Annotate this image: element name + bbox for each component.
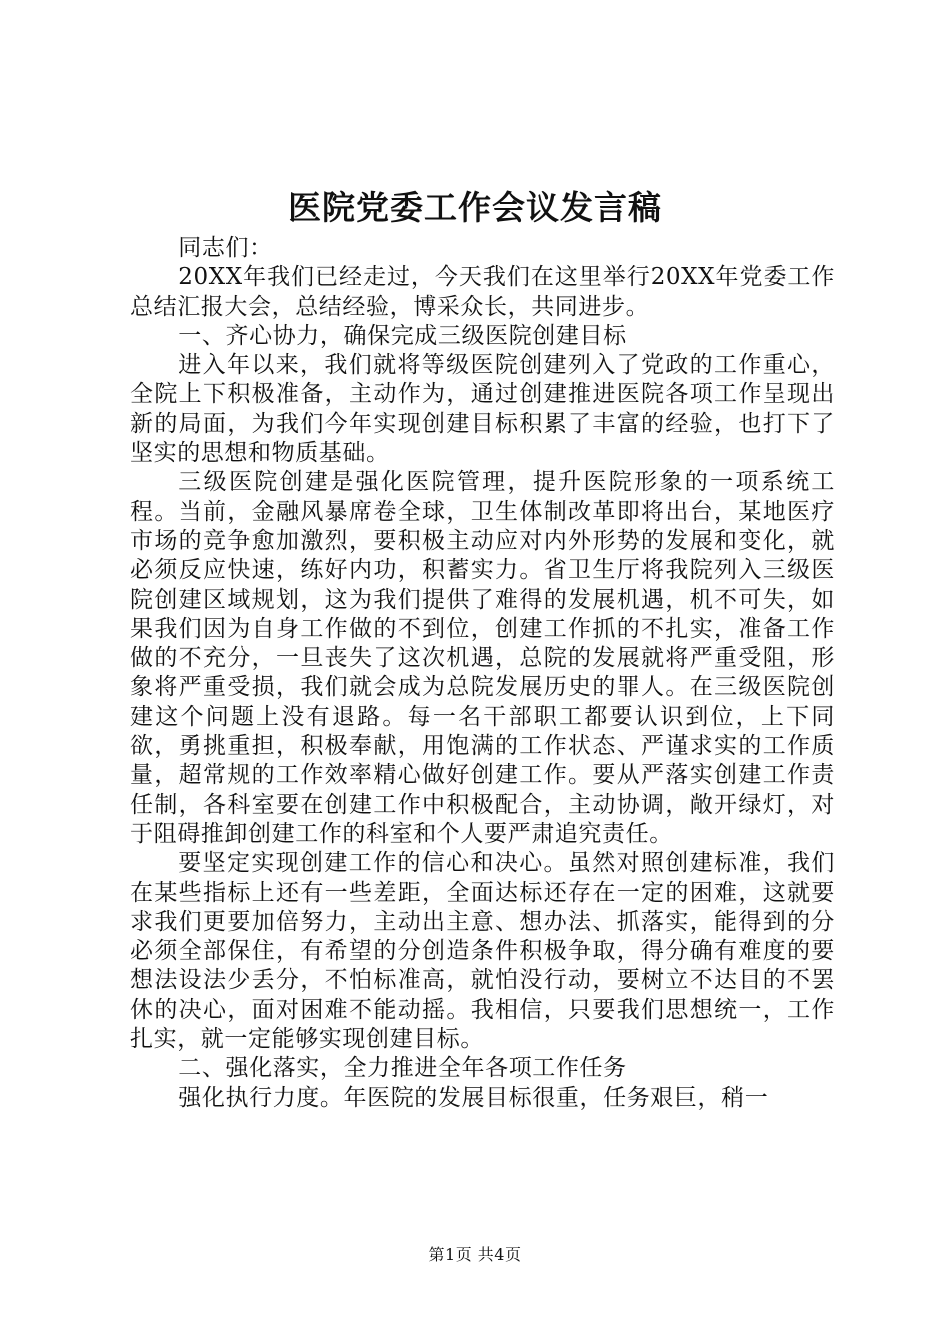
salutation: 同志们： — [178, 235, 273, 261]
paragraph-intro: 20XX年我们已经走过，今天我们在这里举行20XX年党委工作总结汇报大会，总结经验，博采众长，共同进步。 — [130, 264, 835, 320]
paragraph: 进入年以来，我们就将等级医院创建列入了党政的工作重心，全院上下积极准备，主动作为，通过创建推进医院各项工作呈现出新的局面，为我们今年实现创建目标积累了丰富的经验，也打下了坚实的思想和物质基础。 — [130, 352, 835, 467]
section-heading-1: 一、齐心协力，确保完成三级医院创建目标 — [178, 322, 627, 349]
paragraph: 要坚定实现创建工作的信心和决心。虽然对照创建标准，我们在某些指标上还有一些差距，全面达标还存在一定的困难，这就要求我们更要加倍努力，主动出主意、想办法、抓落实，能得到的分必须全部保住，有希望的分创造条件积极争取，得分确有难度的要想法设法少丢分，不怕标准高，就怕没行动，要树立不达目的不罢休的决心，面对困难不能动摇。我相信，只要我们思想统一，工作扎实，就一定能够实现创建目标。 — [130, 850, 835, 1053]
document-title: 医院党委工作会议发言稿 — [288, 188, 662, 227]
paragraph: 强化执行力度。年医院的发展目标很重，任务艰巨，稍一 — [178, 1084, 769, 1111]
section-heading-2: 二、强化落实，全力推进全年各项工作任务 — [178, 1055, 627, 1082]
page-footer: 第1页 共4页 — [428, 1245, 522, 1264]
document-body — [130, 234, 835, 1113]
paragraph: 三级医院创建是强化医院管理，提升医院形象的一项系统工程。当前，金融风暴席卷全球，卫生体制改革即将出台，某地医疗市场的竞争愈加激烈，要积极主动应对内外形势的发展和变化，就必须反应快速，练好内功，积蓄实力。省卫生厅将我院列入三级医院创建区域规划，这为我们提供了难得的发展机遇，机不可失，如果我们因为自身工作做的不到位，创建工作抓的不扎实，准备工作做的不充分，一旦丧失了这次机遇，总院的发展就将严重受阻，形象将严重受损，我们就会成为总院发展历史的罪人。在三级医院创建这个问题上没有退路。每一名干部职工都要认识到位，上下同欲，勇挑重担，积极奉献，用饱满的工作状态、严谨求实的工作质量，超常规的工作效率精心做好创建工作。要从严落实创建工作责任制，各科室要在创建工作中积极配合，主动协调，敞开绿灯，对于阻碍推卸创建工作的科室和个人要严肃追究责任。 — [130, 469, 835, 847]
